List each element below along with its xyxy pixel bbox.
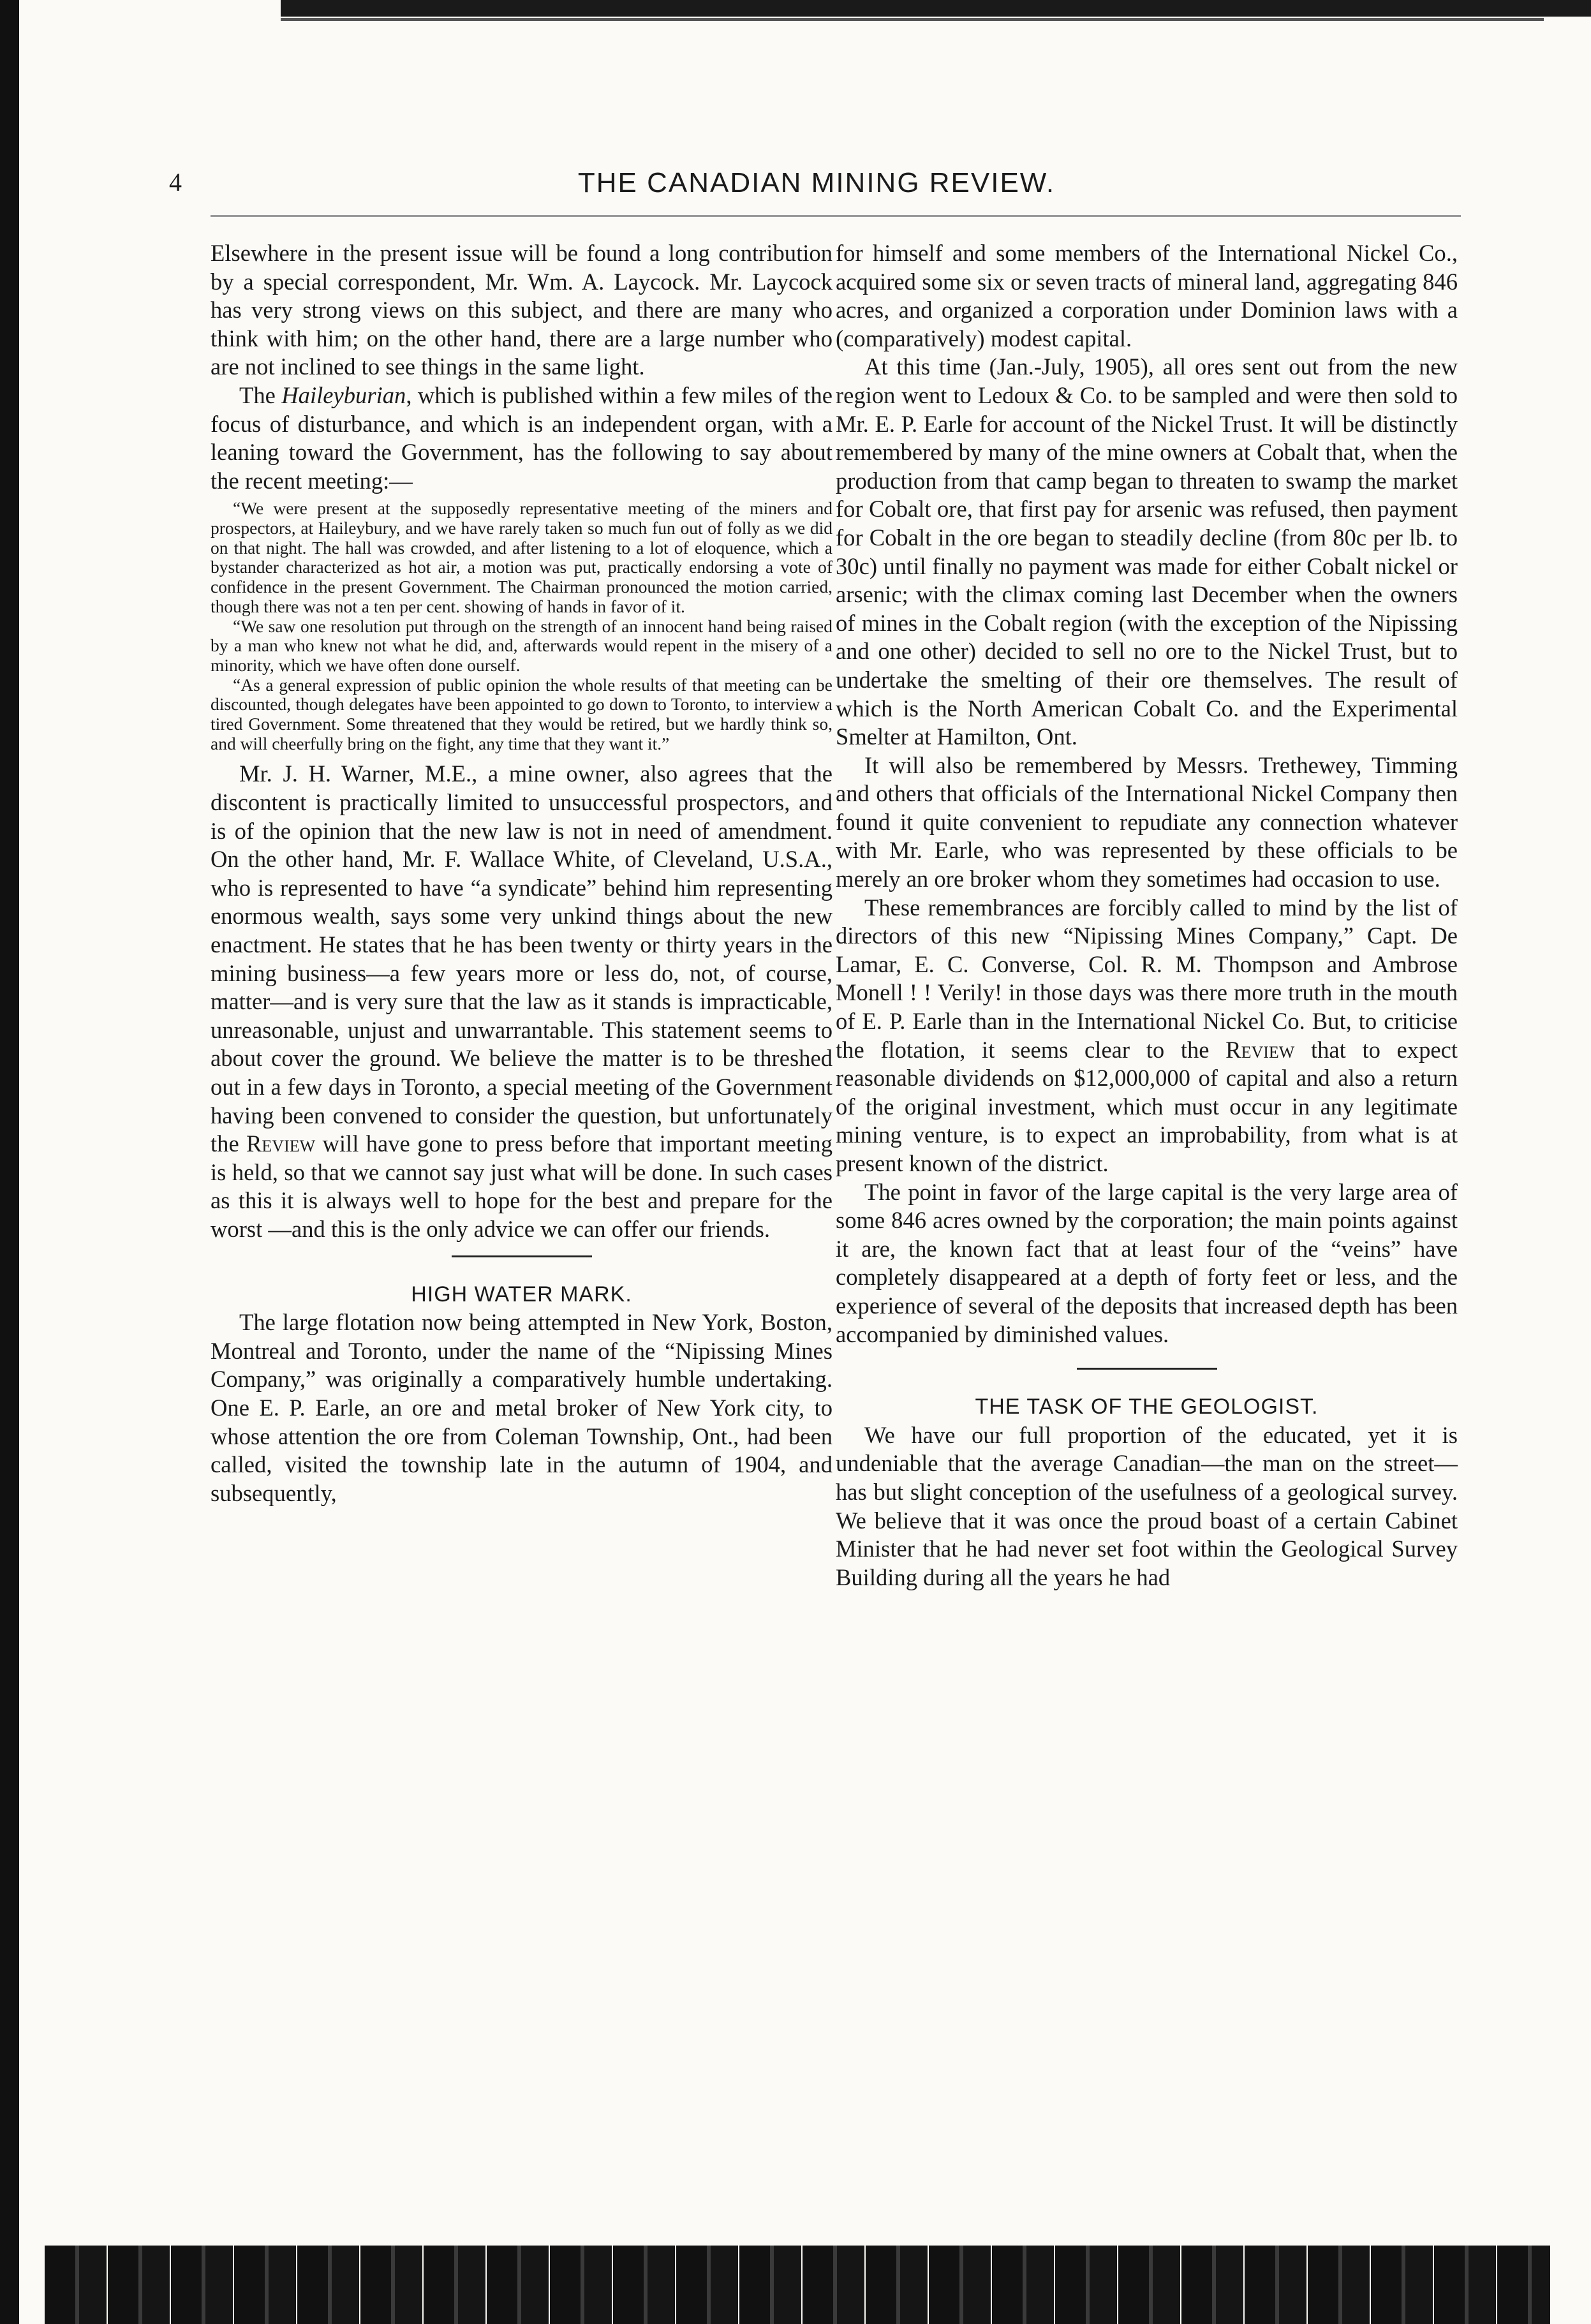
- right-paragraph-2: At this time (Jan.-July, 1905), all ores sent out from the new region went to Ledoux & Co. to be sampled and were then sold to Mr. E. P. Earle for account of the Nickel Trust. It will be distinctly remembered by many of the mine owners at Cobalt that, when the production from that camp began to threaten to swamp the market for Cobalt ore, that first pay for arsenic was refused, then payment for Cobalt in the ore began to steadily decline (from 80c per lb. to 30c) until finally no payment was made for either Cobalt nickel or arsenic; with the climax coming last December when the owners of mines in the Cobalt region (with the exception of the Nipissing and one other) decided to sell no ore to the Nickel Trust, but to undertake the smelting of their ore themselves. The result of which is the North American Cobalt Co. and the Experimental Smelter at Hamilton, Ont.: [836, 353, 1458, 750]
- haileyburian-title: Haileyburian: [281, 381, 406, 408]
- scan-edge-left: [0, 0, 19, 2324]
- review-name: Review: [1225, 1036, 1295, 1063]
- right-paragraph-1: for himself and some members of the International Nickel Co., acquired some six or seven tracts of mineral land, aggregating 846 acres, and organized a corporation under Dominion laws with a (comparatively) modest capital.: [836, 240, 1458, 352]
- para4-start: These remembrances are forcibly called to mind by the list of directors of this new “Nipissing Mines Company,” Capt. De Lamar, E. C. Converse, Col. R. M. Thompson and Ambrose Monell ! ! Verily! in those days was there more truth in the mouth of E. P. Earle than in the International Nickel Co. But, to criticise the flotation, it seems clear to the: [836, 894, 1458, 1063]
- right-paragraph-5: The point in favor of the large capital is the very large area of some 846 acres owned by the corporation; the main points against it are, the known fact that at least four of the “veins” have completely disappeared at a depth of forty feet or less, and the experience of several of the deposits that increased depth has been accompanied by diminished values.: [836, 1178, 1458, 1347]
- para3-rest: will have gone to press before that important meeting is held, so that we cannot say just what will be done. In such cases as this it is always well to hope for the best and prepare for the worst —and this is the only advice we can offer our friends.: [211, 1130, 833, 1242]
- header-rule: [211, 215, 1461, 217]
- quote-paragraph-3: “As a general expression of public opinion the whole results of that meeting can be discounted, though delegates have been appointed to go down to Toronto, to interview a tired Government. Some threatened that they would be retired, but we hardly think so, and will cheerfully bring on the fight, any time that they want it.”: [211, 674, 833, 753]
- left-paragraph-3: [211, 760, 833, 1243]
- para4-rest: that to expect reasonable dividends on $12,000,000 of capital and also a return of the original investment, which must occur in any legitimate mining venture, is to expect an improbability, from what is at present known of the district.: [836, 1036, 1458, 1176]
- quote-paragraph-2: “We saw one resolution put through on the strength of an innocent hand being raised by a man who knew not what he did, and, afterwards would repent in the misery of a minority, which we have often done ourself.: [211, 616, 833, 675]
- page-header: [169, 167, 1464, 205]
- right-paragraph-6: We have our full proportion of the educated, yet it is undeniable that the average Canadian—the man on the street—has but slight conception of the usefulness of a geological survey. We believe that it was once the proud boast of a certain Cabinet Minister that he had never set foot within the Geological Survey Building during all the years he had: [836, 1421, 1458, 1590]
- quote-paragraph-1: “We were present at the supposedly representative meeting of the miners and prospectors, at Haileybury, and we have rarely taken so much fun out of folly as we did on that night. The hall was crowded, and after listening to a lot of eloquence, which a bystander characterized as hot air, a motion was put, practically endorsing a vote of confidence in the present Government. The Chairman pronounced the motion carried, though there was not a ten per cent. showing of hands in favor of it.: [211, 498, 833, 616]
- para2-rest: , which is published within a few miles of the focus of disturbance, and which is an independent organ, with a leaning toward the Government, has the following to say about the recent meeting:—: [211, 381, 833, 494]
- running-title: THE CANADIAN MINING REVIEW.: [577, 167, 1056, 198]
- heading-task-of-geologist: THE TASK OF THE GEOLOGIST.: [975, 1395, 1319, 1419]
- heading-high-water-mark: HIGH WATER MARK.: [411, 1282, 632, 1306]
- left-paragraph-2: [211, 381, 833, 495]
- left-column: [211, 239, 833, 1507]
- para3-start: Mr. J. H. Warner, M.E., a mine owner, also agrees that the discontent is practically limited to unsuccessful prospectors, and is of the opinion that the new law is not in need of amendment. On the other hand, Mr. F. Wallace White, of Cleveland, U.S.A., who is represented to have “a syndicate” behind him representing enormous wealth, says some very unkind things about the new enactment. He states that he has been twenty or thirty years in the mining business—a few years more or less do, not, of course, matter—and is very sure that the law as it stands is impracticable, unreasonable, unjust and unwarrantable. This statement seems to about cover the ground. We believe the matter is to be threshed out in a few days in Toronto, a special meeting of the Government having been convened to consider the question, but unfortunately the: [211, 760, 833, 1157]
- page-number: 4: [169, 168, 182, 196]
- section-rule: [1077, 1368, 1217, 1370]
- para2-start: The: [239, 381, 282, 408]
- right-paragraph-3: It will also be remembered by Messrs. Trethewey, Timming and others that officials of the International Nickel Company then found it quite convenient to repudiate any connection whatever with Mr. Earle, who was represented by these officials to be merely an ore broker whom they sometimes had occasion to use.: [836, 751, 1458, 892]
- haileyburian-quote: [211, 499, 833, 753]
- scan-edge-top-line: [281, 18, 1544, 21]
- review-name: Review: [246, 1130, 316, 1157]
- left-paragraph-4: The large flotation now being attempted in New York, Boston, Montreal and Toronto, under the name of the “Nipissing Mines Company,” was originally a comparatively humble undertaking. One E. P. Earle, an ore and metal broker of New York city, to whose attention the ore from Coleman Township, Ont., had been called, visited the township late in the autumn of 1904, and subsequently,: [211, 1309, 833, 1506]
- scan-edge-bottom: [45, 2246, 1550, 2324]
- section-rule: [452, 1255, 592, 1257]
- scan-edge-top: [281, 0, 1591, 17]
- left-paragraph-1: Elsewhere in the present issue will be found a long contribution by a special correspondent, Mr. Wm. A. Laycock. Mr. Laycock has very strong views on this subject, and there are many who think with him; on the other hand, there are a large number who are not inclined to see things in the same light.: [211, 240, 833, 380]
- right-column: [836, 239, 1458, 1592]
- right-paragraph-4: [836, 894, 1458, 1178]
